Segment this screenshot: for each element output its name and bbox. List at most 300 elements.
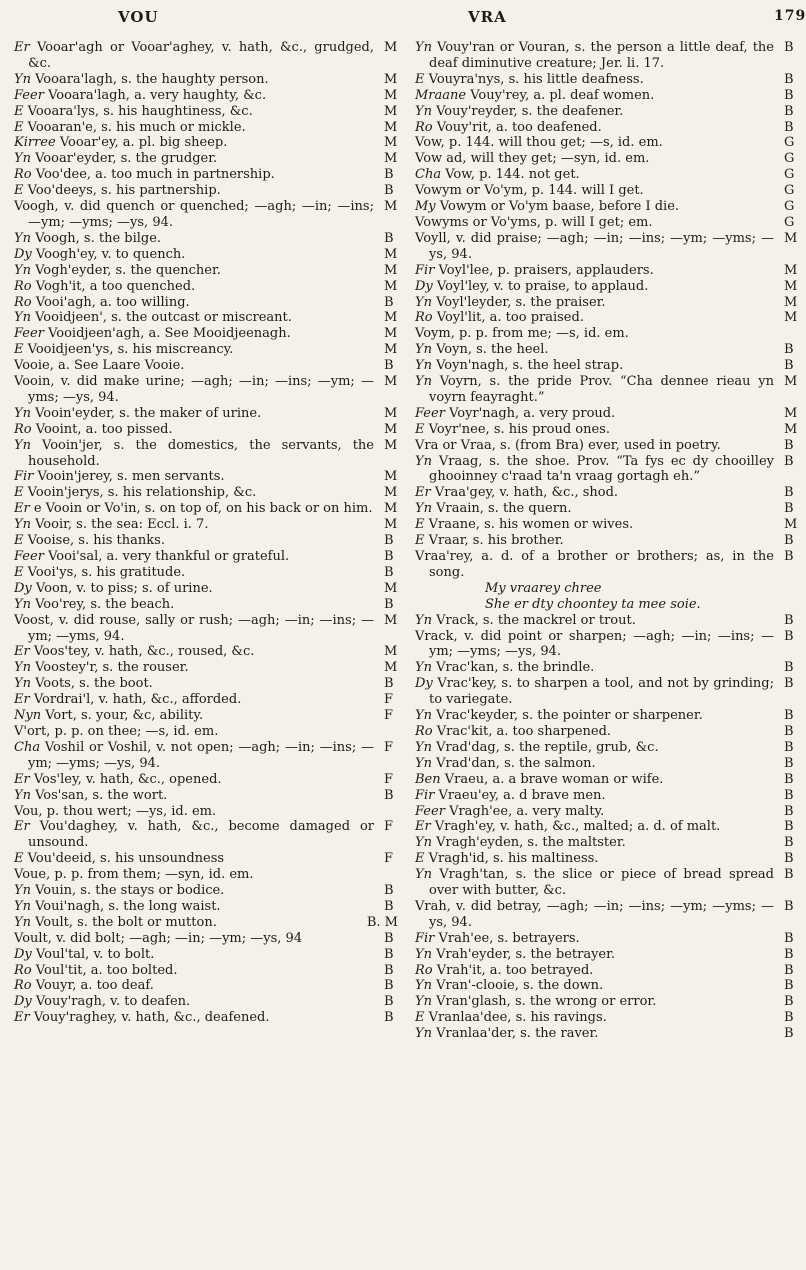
dictionary-entry: Feer Vooi'sal, a. very thankful or grateful. B [14,549,394,564]
entry-lemma-prefix: Er [14,771,30,787]
entry-text: Vooin'jer, s. the domestics, the servants, the household. [28,437,374,469]
dictionary-entry: E Vraar, s. his brother. B [415,533,794,549]
dictionary-entry: E Vooidjeen'ys, s. his miscreancy. M [14,342,398,358]
entry-lemma-prefix: E [14,564,24,580]
dictionary-entry: Fir Voyl'lee, p. praisers, applauders. M [415,262,798,278]
dictionary-entry: Yn Vouy'reyder, s. the deafener. B [415,103,794,119]
dictionary-entry: Ro Vrac'kit, a. too sharpened. B [415,723,794,739]
entry-lemma-prefix: Ro [415,962,433,978]
entry-text: Voost, v. did rouse, sally or rush; —agh; —in; —ins; —ym; —yms, 94. [14,612,374,644]
dictionary-entry: Fir Vraeu'ey, a. d brave men. B [415,787,794,803]
entry-lemma-prefix: Yn [415,342,432,358]
dictionary-entry: Ro Vooint, a. too pissed. M [14,421,398,437]
running-header-left: VOU [118,8,159,26]
entry-text: Voui'nagh, s. the long waist. [35,898,221,914]
entry-text: Vooint, a. too pissed. [35,421,173,437]
dictionary-entry: Er e Vooin or Vo'in, s. on top of, on his back or on him. M [14,501,398,517]
entry-lemma-prefix: Yn [14,676,31,692]
entry-lemma-prefix: Feer [14,87,44,103]
entry-text: Vos'san, s. the wort. [35,787,168,803]
dictionary-entry: Ben Vraeu, a. a brave woman or wife. B [415,771,794,787]
entry-text: Vraa'rey, a. d. of a brother or brothers; as, in the song. [415,549,774,580]
dictionary-entry: Yn Vogh'eyder, s. the quencher. M [14,262,398,278]
dictionary-entry [14,804,398,820]
dictionary-entry: Er Vou'daghey, v. hath, &c., become damaged or unsound. F [14,819,394,851]
dictionary-entry: Er Vos'ley, v. hath, &c., opened. F [14,771,394,787]
entry-text: Voos'tey, v. hath, &c., roused, &c. [33,644,255,660]
entry-lemma-prefix: Yn [14,405,31,421]
entry-text: Voyr'nagh, a. very proud. [449,405,616,421]
dictionary-entry: E Vooaran'e, s. his much or mickle. M [14,119,398,135]
entry-lemma-prefix: Yn [415,708,432,724]
entry-lemma-prefix: Yn [14,660,31,676]
dictionary-entry: Fir Vooin'jerey, s. men servants. M [14,469,398,485]
dictionary-entry: Dy Voul'tal, v. to bolt. B [14,946,394,962]
entry-text: Voo'dee, a. too much in partnership. [35,167,275,183]
dictionary-entry: Vra or Vraa, s. (from Bra) ever, used in poetry. B [415,437,794,453]
entry-text: Vouy'rit, a. too deafened. [436,119,602,135]
entry-text: Voyl'lit, a. too praised. [436,310,584,326]
dictionary-entry: Vowym or Vo'ym, p. 144. will I get. G [415,183,795,199]
entry-lemma-prefix: Yn [415,835,432,851]
entry-lemma-prefix: Yn [14,596,31,612]
dictionary-entry: Yn Vrac'kan, s. the brindle. B [415,660,794,676]
entry-lemma-prefix: Yn [415,453,432,469]
dictionary-entry: E Vooin'jerys, s. his relationship, &c. M [14,485,398,501]
entry-lemma-prefix: Feer [415,405,445,421]
entry-text: Vragh'ey, v. hath, &c., malted; a. d. of malt. [434,819,721,835]
dictionary-entry: Ro Voo'dee, a. too much in partnership. B [14,167,394,183]
entry-lemma-prefix: Feer [14,326,44,342]
dictionary-entry: Yn Vouy'ran or Vouran, s. the person a little deaf, the deaf diminutive creature; Jer. li. 17. B [415,40,794,71]
dictionary-entry [415,326,798,342]
entry-text: Vouyr, a. too deaf. [35,978,154,994]
dictionary-entry: Feer Vooara'lagh, a. very haughty, &c. M [14,87,398,103]
entry-lemma-prefix: Yn [14,151,31,167]
dictionary-entry: E Vraane, s. his women or wives. M [415,517,798,533]
dictionary-entry: Yn Vranlaa'der, s. the raver. B [415,1026,794,1042]
entry-text: Vooar'eyder, s. the grudger. [35,151,218,167]
entry-lemma-prefix: Yn [415,374,432,390]
entry-text: Voyn'nagh, s. the heel strap. [436,358,624,374]
dictionary-entry: Cha Vow, p. 144. not get. G [415,167,795,183]
entry-lemma-prefix: Yn [415,294,432,310]
entry-text: Vraeu, a. a brave woman or wife. [444,771,664,787]
entry-text: V'ort, p. p. on thee; —s, id. em. [14,723,219,739]
entry-lemma-prefix: Cha [415,167,442,183]
entry-lemma-prefix: E [415,851,425,867]
entry-text: Vogh'it, a too quenched. [35,278,196,294]
entry-text: Vragh'id, s. his maltiness. [428,851,599,867]
dictionary-entry: Ro Vouyr, a. too deaf. B [14,978,394,994]
dictionary-entry: Yn Voyn'nagh, s. the heel strap. B [415,358,794,374]
entry-text: Vrack, s. the mackrel or trout. [436,612,636,628]
entry-lemma-prefix: Er [14,501,30,517]
entry-lemma-prefix: Yn [415,40,432,55]
dictionary-entry: Yn Vos'san, s. the wort. B [14,787,394,803]
entry-lemma-prefix: Er [14,40,30,55]
entry-text: Voyr'nee, s. his proud ones. [428,421,610,437]
dictionary-entry: My Vowym or Vo'ym baase, before I die. G [415,199,795,215]
entry-text: Vou'deeid, s. his unsoundness [27,851,225,867]
entry-text: Vooara'lagh, s. the haughty person. [35,71,269,87]
entry-lemma-prefix: Mraane [415,87,467,103]
entry-lemma-prefix: Yn [415,1026,432,1042]
dictionary-entry: Yn Vooin'jer, s. the domestics, the servants, the household. M [14,437,398,469]
entry-lemma-prefix: Yn [415,867,432,883]
entry-text: Voogh, v. did quench or quenched; —agh; —in; —ins; —ym; —yms; —ys, 94. [14,199,374,230]
entry-lemma-prefix: Er [14,819,30,835]
entry-lemma-prefix: E [415,421,425,437]
entry-text: Vrack, v. did point or sharpen; —agh; —in; —ins; —ym; —yms; —ys, 94. [415,628,774,660]
entry-lemma-prefix: Er [415,819,431,835]
dictionary-entry: Yn Vouin, s. the stays or bodice. B [14,883,394,899]
entry-text: Voult, v. did bolt; —agh; —in; —ym; —ys, 94 [14,930,303,946]
entry-lemma-prefix: Er [14,692,30,708]
entry-lemma-prefix: E [14,119,24,135]
dictionary-entry: E Vooise, s. his thanks. B [14,533,394,549]
entry-text: Vowym or Vo'ym baase, before I die. [439,199,680,215]
entry-lemma-prefix: Ro [14,278,32,294]
entry-text: Voyl'ley, v. to praise, to applaud. [436,278,649,294]
entry-lemma-prefix: E [415,533,425,549]
dictionary-entry: Vrack, v. did point or sharpen; —agh; —in; —ins; —ym; —yms; —ys, 94. B [415,628,794,660]
dictionary-entry: E Voo'deeys, s. his partnership. B [14,183,394,199]
entry-lemma-prefix: Fir [415,930,435,946]
entry-text: My vraarey chree [485,580,602,596]
entry-text: Vrad'dag, s. the reptile, grub, &c. [436,739,659,755]
entry-text: Vooin'jerey, s. men servants. [37,469,225,485]
entry-text: Vraar, s. his brother. [428,533,564,549]
dictionary-entry: Feer Vooidjeen'agh, a. See Mooidjeenagh. M [14,326,398,342]
dictionary-entry: Vooin, v. did make urine; —agh; —in; —ins; —ym; —yms; —ys, 94. M [14,374,398,405]
entry-text: Voostey'r, s. the rouser. [35,660,189,676]
dictionary-entry: Ro Vooi'agh, a. too willing. B [14,294,394,310]
entry-text: Voo'rey, s. the beach. [35,596,175,612]
entry-text: Vooin, v. did make urine; —agh; —in; —ins; —ym; —yms; —ys, 94. [14,374,374,405]
entry-text: Vouy'raghey, v. hath, &c., deafened. [33,1010,270,1026]
entry-text: Vordrai'l, v. hath, &c., afforded. [33,692,242,708]
entry-text: Vrah, v. did betray, —agh; —in; —ins; —ym; —yms; —ys, 94. [415,898,774,930]
dictionary-entry: Yn Vran'glash, s. the wrong or error. B [415,994,794,1010]
entry-lemma-prefix: Fir [415,262,435,278]
entry-text: Vou'daghey, v. hath, &c., become damaged or unsound. [28,819,374,851]
entry-lemma-prefix: E [14,485,24,501]
dictionary-entry: Yn Voo'rey, s. the beach. B [14,596,394,612]
entry-lemma-prefix: Yn [14,310,31,326]
entry-text: Voul'tit, a. too bolted. [35,962,178,978]
entry-text: Vouin, s. the stays or bodice. [35,883,225,899]
entry-text: Vow, p. 144. will thou get; —s, id. em. [415,135,663,151]
entry-text: Vooir, s. the sea: Eccl. i. 7. [35,517,209,533]
entry-text: Vouy'ragh, v. to deafen. [35,994,191,1010]
entry-lemma-prefix: Dy [14,994,32,1010]
entry-text: Vooidjeen'ys, s. his miscreancy. [27,342,234,358]
entry-text: Vrah'ee, s. betrayers. [438,930,580,946]
entry-text: Vooidjeen', s. the outcast or miscreant. [35,310,292,326]
dictionary-entry: Yn Voyrn, s. the pride Prov. “Cha dennee rieau yn voyrn feayraght.” M [415,374,798,405]
dictionary-entry: Yn Voyl'leyder, s. the praiser. M [415,294,798,310]
dictionary-entry: Dy Voyl'ley, v. to praise, to applaud. M [415,278,798,294]
entry-lemma-prefix: Dy [14,580,32,596]
dictionary-entry: Fir Vrah'ee, s. betrayers. B [415,930,794,946]
entry-lemma-prefix: Yn [14,230,31,246]
entry-lemma-prefix: E [14,342,24,358]
entry-lemma-prefix: Fir [415,787,435,803]
dictionary-entry: Yn Vooidjeen', s. the outcast or miscreant. M [14,310,398,326]
entry-lemma-prefix: Kirree [14,135,56,151]
dictionary-entry: Yn Voostey'r, s. the rouser. M [14,660,398,676]
running-header-center: VRA [468,8,507,26]
entry-lemma-prefix: Yn [14,262,31,278]
dictionary-entry: Yn Voogh, s. the bilge. B [14,230,394,246]
entry-lemma-prefix: Er [415,485,431,501]
entry-text: Voul'tal, v. to bolt. [35,946,155,962]
entry-text: Vrad'dan, s. the salmon. [436,755,596,771]
entry-text: Vran'glash, s. the wrong or error. [436,994,657,1010]
entry-text: Vrac'keyder, s. the pointer or sharpener. [436,708,703,724]
dictionary-entry: E Voyr'nee, s. his proud ones. M [415,421,798,437]
entry-text: Voyll, v. did praise; —agh; —in; —ins; —ym; —yms; —ys, 94. [415,230,774,262]
dictionary-entry: Vooie, a. See Laare Vooie. B [14,358,394,374]
entry-lemma-prefix: Yn [14,787,31,803]
dictionary-entry [14,867,398,883]
dictionary-entry: Ro Voul'tit, a. too bolted. B [14,962,394,978]
entry-text: Vragh'ee, a. very malty. [449,803,605,819]
dictionary-entry: Voogh, v. did quench or quenched; —agh; —in; —ins; —ym; —yms; —ys, 94. M [14,199,398,230]
entry-text: Voo'deeys, s. his partnership. [27,183,221,199]
dictionary-entry: Dy Vrac'key, s. to sharpen a tool, and not by grinding; to variegate. B [415,676,794,708]
dictionary-entry: Feer Vragh'ee, a. very malty. B [415,803,794,819]
entry-text: Vrah'eyder, s. the betrayer. [436,946,616,962]
entry-lemma-prefix: Cha [14,739,41,755]
entry-lemma-prefix: Dy [415,278,433,294]
dictionary-entry: Yn Voyn, s. the heel. B [415,342,794,358]
entry-lemma-prefix: Yn [415,501,432,517]
entry-lemma-prefix: Yn [415,612,432,628]
entry-text: Voogh, s. the bilge. [35,230,162,246]
entry-lemma-prefix: Er [14,644,30,660]
dictionary-entry: Mraane Vouy'rey, a. pl. deaf women. B [415,87,794,103]
entry-text: Vranlaa'der, s. the raver. [436,1026,599,1042]
dictionary-entry: Kirree Vooar'ey, a. pl. big sheep. M [14,135,398,151]
right-column [415,40,798,1042]
entry-text: e Vooin or Vo'in, s. on top of, on his back or on him. [33,501,373,517]
entry-lemma-prefix: E [14,103,24,119]
entry-lemma-prefix: Ro [14,978,32,994]
dictionary-entry: E Vouyra'nys, s. his little deafness. B [415,71,794,87]
entry-text: Vouyra'nys, s. his little deafness. [428,71,644,87]
entry-text: Voyn, s. the heel. [436,342,549,358]
dictionary-entry [415,581,798,597]
entry-lemma-prefix: E [14,183,24,199]
dictionary-entry [415,597,798,613]
entry-lemma-prefix: Er [14,1010,30,1026]
dictionary-entry: Yn Vrad'dan, s. the salmon. B [415,755,794,771]
entry-lemma-prefix: Yn [14,914,31,930]
dictionary-entry: Vow, p. 144. will thou get; —s, id. em. G [415,135,795,151]
entry-text: Vooi'sal, a. very thankful or grateful. [48,549,290,564]
entry-lemma-prefix: E [415,71,425,87]
entry-text: Vooara'lys, s. his haughtiness, &c. [27,103,253,119]
entry-lemma-prefix: Yn [415,660,432,676]
entry-lemma-prefix: Ro [415,119,433,135]
dictionary-entry: Yn Vooin'eyder, s. the maker of urine. M [14,405,398,421]
dictionary-entry: E Vooara'lys, s. his haughtiness, &c. M [14,103,398,119]
entry-text: Vooidjeen'agh, a. See Mooidjeenagh. [48,326,291,342]
entry-text: Vouy'ran or Vouran, s. the person a little deaf, the deaf diminutive creature; Jer. li. 17. [429,40,774,71]
dictionary-entry: Nyn Vort, s. your, &c, ability. F [14,708,394,724]
entry-lemma-prefix: Fir [14,469,34,485]
dictionary-entry: Er Vragh'ey, v. hath, &c., malted; a. d. of malt. B [415,819,794,835]
dictionary-entry: Yn Vooara'lagh, s. the haughty person. M [14,71,398,87]
dictionary-entry: Voult, v. did bolt; —agh; —in; —ym; —ys, 94 B [14,930,394,946]
dictionary-entry: Vraa'rey, a. d. of a brother or brothers; as, in the song. B [415,549,794,580]
left-column [14,40,398,1026]
entry-text: Vogh'eyder, s. the quencher. [35,262,221,278]
entry-text: Vraane, s. his women or wives. [428,517,634,533]
dictionary-entry: Er Vordrai'l, v. hath, &c., afforded. F [14,692,394,708]
entry-text: Vouy'rey, a. pl. deaf women. [470,87,655,103]
entry-lemma-prefix: Yn [14,517,31,533]
dictionary-entry: Yn Vragh'tan, s. the slice or piece of bread spread over with butter, &c. B [415,867,794,899]
entry-lemma-prefix: Yn [14,71,31,87]
entry-lemma-prefix: Nyn [14,708,42,724]
dictionary-entry: Vow ad, will they get; —syn, id. em. G [415,151,795,167]
dictionary-entry: Yn Vrack, s. the mackrel or trout. B [415,612,794,628]
dictionary-entry: Dy Voon, v. to piss; s. of urine. M [14,580,398,596]
entry-text: Vraag, s. the shoe. Prov. “Ta fys ec dy chooilley ghooinney c'raad ta'n vraag gortagh eh.” [429,453,775,485]
entry-lemma-prefix: Yn [415,103,432,119]
entry-lemma-prefix: Yn [415,978,432,994]
entry-text: Vooie, a. See Laare Vooie. [14,358,185,374]
entry-lemma-prefix: Ben [415,771,441,787]
entry-lemma-prefix: My [415,199,436,215]
dictionary-entry: Dy Vouy'ragh, v. to deafen. B [14,994,394,1010]
dictionary-entry: Voost, v. did rouse, sally or rush; —agh; —in; —ins; —ym; —yms, 94. M [14,612,398,644]
dictionary-entry: Cha Voshil or Voshil, v. not open; —agh; —in; —ins; —ym; —yms; —ys, 94. F [14,739,394,771]
entry-lemma-prefix: E [415,1010,425,1026]
entry-lemma-prefix: Ro [14,294,32,310]
entry-text: Vooin'jerys, s. his relationship, &c. [27,485,257,501]
entry-text: Voyl'lee, p. praisers, applauders. [438,262,654,278]
dictionary-entry: Yn Vrac'keyder, s. the pointer or sharpener. B [415,708,794,724]
source-code: B. M [366,914,398,930]
entry-text: Vooi'agh, a. too willing. [35,294,190,310]
dictionary-entry: Feer Voyr'nagh, a. very proud. M [415,405,798,421]
entry-text: Vrac'kit, a. too sharpened. [436,723,612,739]
entry-lemma-prefix: Dy [14,246,32,262]
dictionary-entry [14,724,398,740]
dictionary-entry: Yn Vraag, s. the shoe. Prov. “Ta fys ec dy chooilley ghooinney c'raad ta'n vraag gortagh eh.” B [415,453,794,485]
entry-text: Vos'ley, v. hath, &c., opened. [33,771,222,787]
dictionary-entry: Vrah, v. did betray, —agh; —in; —ins; —ym; —yms; —ys, 94. B [415,898,794,930]
entry-lemma-prefix: Feer [14,549,44,564]
dictionary-entry: Vowyms or Vo'yms, p. will I get; em. G [415,214,795,230]
entry-text: Vraa'gey, v. hath, &c., shod. [434,485,619,501]
dictionary-entry: Ro Vouy'rit, a. too deafened. B [415,119,794,135]
entry-lemma-prefix: Yn [14,437,31,453]
entry-lemma-prefix: Yn [415,739,432,755]
entry-text: Vooaran'e, s. his much or mickle. [27,119,246,135]
dictionary-entry: Er Vooar'agh or Vooar'aghey, v. hath, &c., grudged, &c. M [14,40,398,71]
entry-text: Voym, p. p. from me; —s, id. em. [415,326,629,342]
entry-text: Vou, p. thou wert; —ys, id. em. [14,803,217,819]
entry-text: Vooi'ys, s. his gratitude. [27,564,186,580]
entry-text: Vraeu'ey, a. d brave men. [438,787,606,803]
entry-text: Vooar'ey, a. pl. big sheep. [59,135,228,151]
dictionary-entry: Yn Vrah'eyder, s. the betrayer. B [415,946,794,962]
entry-lemma-prefix: E [14,533,24,549]
entry-text: Vrah'it, a. too betrayed. [436,962,594,978]
entry-text: Voult, s. the bolt or mutton. [35,914,217,930]
dictionary-entry: E Vou'deeid, s. his unsoundness F [14,851,394,867]
entry-text: Vow, p. 144. not get. [445,167,580,183]
entry-text: Voue, p. p. from them; —syn, id. em. [14,867,254,883]
entry-text: Vragh'tan, s. the slice or piece of bread spread over with butter, &c. [429,867,774,899]
entry-text: Vragh'eyden, s. the maltster. [436,835,626,851]
entry-lemma-prefix: Yn [14,898,31,914]
entry-text: Vow ad, will they get; —syn, id. em. [415,151,650,167]
entry-lemma-prefix: E [14,851,24,867]
entry-lemma-prefix: Yn [415,946,432,962]
entry-text: Voyl'leyder, s. the praiser. [436,294,606,310]
dictionary-entry: Yn Vooar'eyder, s. the grudger. M [14,151,398,167]
entry-text: Vran'-clooie, s. the down. [436,978,604,994]
entry-text: Vooise, s. his thanks. [27,533,165,549]
entry-text: Vrac'kan, s. the brindle. [436,660,595,676]
entry-text: Voshil or Voshil, v. not open; —agh; —in; —ins; —ym; —yms; —ys, 94. [28,739,374,771]
entry-text: Vooara'lagh, a. very haughty, &c. [48,87,267,103]
dictionary-entry [14,915,398,931]
entry-text: Voon, v. to piss; s. of urine. [35,580,213,596]
dictionary-entry: Dy Voogh'ey, v. to quench. M [14,246,398,262]
entry-text: Vrac'key, s. to sharpen a tool, and not by grinding; to variegate. [429,676,774,708]
dictionary-entry: E Vranlaa'dee, s. his ravings. B [415,1010,794,1026]
dictionary-entry: Voyll, v. did praise; —agh; —in; —ins; —ym; —yms; —ys, 94. M [415,230,798,262]
entry-text: Voots, s. the boot. [35,676,153,692]
dictionary-entry: Yn Voots, s. the boot. B [14,676,394,692]
entry-lemma-prefix: Ro [14,421,32,437]
entry-text: Vraain, s. the quern. [436,501,572,517]
entry-lemma-prefix: Feer [415,803,445,819]
entry-text: Vowym or Vo'ym, p. 144. will I get. [415,183,644,199]
page-number: 179 [774,8,806,24]
dictionary-entry: Er Vouy'raghey, v. hath, &c., deafened. B [14,1010,394,1026]
dictionary-entry: E Vooi'ys, s. his gratitude. B [14,564,394,580]
entry-lemma-prefix: Yn [415,994,432,1010]
entry-text: Voogh'ey, v. to quench. [35,246,186,262]
entry-lemma-prefix: Yn [415,755,432,771]
dictionary-entry: Yn Vrad'dag, s. the reptile, grub, &c. B [415,739,794,755]
dictionary-entry: Yn Vraain, s. the quern. B [415,501,794,517]
entry-lemma-prefix: Yn [415,358,432,374]
dictionary-entry: Yn Vooir, s. the sea: Eccl. i. 7. M [14,517,398,533]
dictionary-entry: Er Voos'tey, v. hath, &c., roused, &c. M [14,644,398,660]
entry-text: Vra or Vraa, s. (from Bra) ever, used in poetry. [415,437,721,453]
entry-text: She er dty choontey ta mee soie. [485,596,701,612]
entry-lemma-prefix: Ro [14,962,32,978]
entry-text: Vouy'reyder, s. the deafener. [436,103,624,119]
entry-text: Vooin'eyder, s. the maker of urine. [35,405,262,421]
entry-lemma-prefix: Dy [14,946,32,962]
dictionary-entry: Ro Voyl'lit, a. too praised. M [415,310,798,326]
dictionary-entry: Ro Vogh'it, a too quenched. M [14,278,398,294]
dictionary-entry: Yn Voui'nagh, s. the long waist. B [14,898,394,914]
entry-text: Vort, s. your, &c, ability. [45,708,204,724]
entry-lemma-prefix: Yn [14,883,31,899]
entry-text: Vranlaa'dee, s. his ravings. [428,1010,607,1026]
